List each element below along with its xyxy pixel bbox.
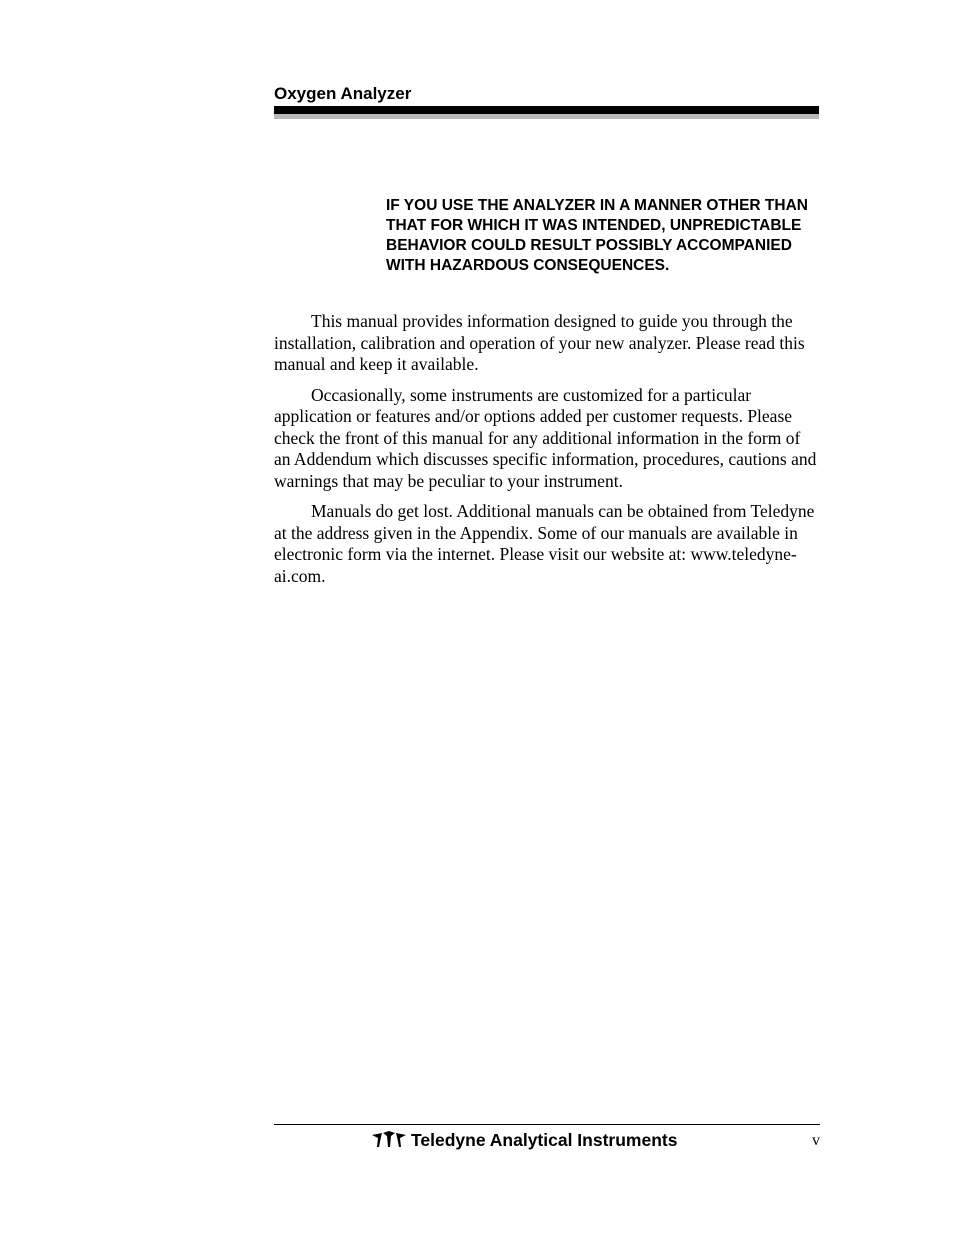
header-title: Oxygen Analyzer <box>274 84 412 103</box>
body-text <box>274 311 820 596</box>
paragraph-customization: Occasionally, some instruments are customized for a particular application or features and/or options added per customer requests. Please check the front of this manual for any additional information in the form of an Addendum which discusses specific information, procedures, cautions and warnings that may be peculiar to your instrument. <box>274 384 817 491</box>
page-number: v <box>812 1132 820 1149</box>
header-rule <box>274 106 819 114</box>
footer-company-name: Teledyne Analytical Instruments <box>411 1130 678 1150</box>
footer-brand <box>372 1129 677 1151</box>
header-rule-shadow <box>274 114 819 119</box>
paragraph-intro: This manual provides information designed to guide you through the installation, calibration and operation of your new analyzer. Please read this manual and keep it available. <box>274 311 805 374</box>
footer-rule <box>274 1124 820 1125</box>
teledyne-logo-icon <box>372 1131 406 1149</box>
warning-text: IF YOU USE THE ANALYZER IN A MANNER OTHER THAN THAT FOR WHICH IT WAS INTENDED, UNPREDICTABLE BEHAVIOR COULD RESULT POSSIBLY ACCOMPANIED WITH HAZARDOUS CONSEQUENCES. <box>386 197 808 274</box>
paragraph-lost-manuals: Manuals do get lost. Additional manuals can be obtained from Teledyne at the address given in the Appendix. Some of our manuals are available in electronic form via the internet. Please visit our website at: www.teledyne-ai.com. <box>274 501 815 586</box>
